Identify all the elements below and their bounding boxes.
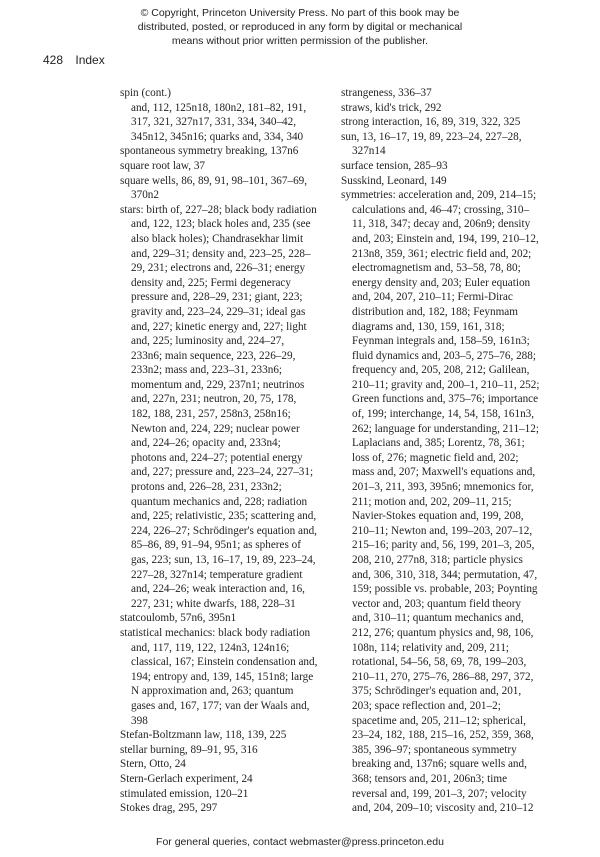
index-entry: sun, 13, 16–17, 19, 89, 223–24, 227–28, 327n14 (341, 130, 522, 158)
index-entry: statcoulomb, 57n6, 395n1 (120, 612, 237, 625)
index-entry: Stern, Otto, 24 (120, 758, 186, 771)
index-entry: Susskind, Leonard, 149 (341, 174, 447, 187)
index-entry: strangeness, 336–37 (341, 87, 432, 99)
footer-contact: For general queries, contact webmaster@press.princeton.edu (156, 836, 444, 848)
index-entry: strong interaction, 16, 89, 319, 322, 325 (341, 116, 521, 129)
index-column-left (120, 86, 318, 816)
index-entry: square wells, 86, 89, 91, 98–101, 367–69, 370n2 (120, 174, 308, 202)
index-entry: stimulated emission, 120–21 (120, 787, 249, 800)
index-entry: stars: birth of, 227–28; black body radiation and, 122, 123; black holes and, 235 (see also black holes); Chandrasekhar limit and, 229–31; density and, 223–25, 228–29, 231; electrons and, 226–31; energy density and, 225; Fermi degeneracy pressure and, 228–29, 231; giant, 223; gravity and, 223–24, 229–31; ideal gas and, 227; kinetic energy and, 227; light and, 225; luminosity and, 224–27, 233n6; main sequence, 223, 226–29, 233n2; mass and, 223–31, 233n6; momentum and, 229, 237n1; neutrinos and, 227n, 231; neutron, 20, 75, 178, 182, 188, 231, 257, 258n3, 258n16; Newton and, 224, 229; nuclear power and, 224–26; opacity and, 233n4; photons and, 224–27; potential energy and, 227; pressure and, 223–24, 227–31; protons and, 226–28, 231, 233n2; quantum mechanics and, 228; radiation and, 225; relativistic, 235; scattering and, 224, 226–27; Schrödinger's equation and, 85–86, 89, 91–94, 95n1; as spheres of gas, 223; sun, 13, 16–17, 19, 89, 223–24, 227–28, 327n14; temperature gradient and, 224–26; weak interaction and, 16, 227, 231; white dwarfs, 188, 228–31 (120, 203, 317, 610)
index-column-right (341, 86, 541, 816)
index-entry: Stern-Gerlach experiment, 24 (120, 772, 253, 785)
index-entry: stellar burning, 89–91, 95, 316 (120, 743, 258, 756)
running-head (43, 53, 105, 67)
section-title: Index (75, 53, 105, 67)
index-entry: Stefan-Boltzmann law, 118, 139, 225 (120, 729, 287, 742)
index-entry: statistical mechanics: black body radiation and, 117, 119, 122, 124n3, 124n16; classical, 167; Einstein condensation and, 194; entropy and, 139, 145, 151n8; large N approximation and, 263; quantum gases and, 167, 177; van der Waals and, 398 (120, 626, 318, 727)
index-entry: spontaneous symmetry breaking, 137n6 (120, 145, 299, 158)
index-entry: spin (cont.) (120, 87, 171, 99)
index-entry: Stokes drag, 295, 297 (120, 802, 218, 815)
copyright-line: © Copyright, Princeton University Press. No part of this book may be (140, 7, 460, 19)
index-entry: square root law, 37 (120, 159, 206, 172)
page-number: 428 (43, 53, 64, 67)
index-entry: straws, kid's trick, 292 (341, 101, 442, 114)
index-subentry: and, 112, 125n18, 180n2, 181–82, 191, 317, 321, 327n17, 331, 334, 340–42, 345n12, 345n16; quarks and, 334, 340 (131, 101, 307, 143)
copyright-notice (0, 6, 600, 48)
index-entry: symmetries: acceleration and, 209, 214–15; calculations and, 46–47; crossing, 310–11, 318, 347; decay and, 206n9; density and, 203; Einstein and, 194, 199, 210–12, 213n8, 359, 361; electric field and, 202; electromagnetism and, 53–58, 78, 80; energy density and, 203; Euler equation and, 204, 207, 210–11; Fermi-Dirac distribution and, 182, 188; Feynmam diagrams and, 130, 159, 161, 318; Feynman integrals and, 158–59, 161n3; fluid dynamics and, 203–5, 275–76, 288; frequency and, 205, 208, 212; Galilean, 210–11; gravity and, 200–1, 210–11, 252; Green functions and, 375–76; importance of, 199; interchange, 14, 54, 158, 161n3, 262; language for understanding, 211–12; Laplacians and, 385; Lorentz, 78, 361; loss of, 276; magnetic field and, 202; mass and, 207; Maxwell's equations and, 201–3, 211, 393, 395n6; mnemonics for, 211; motion and, 202, 209–11, 215; Navier-Stokes equation and, 199, 208, 210–11; Newton and, 199–203, 207–12, 215–16; parity and, 56, 199, 201–3, 205, 208, 210, 277n8, 318; particle physics and, 306, 310, 318, 344; permutation, 47, 159; possible vs. probable, 203; Poynting vector and, 203; quantum field theory and, 310–11; quantum mechanics and, 212, 276; quantum physics and, 98, 106, 108n, 114; relativity and, 209, 211; rotational, 54–56, 58, 69, 78, 199–203, 210–11, 270, 275–76, 286–88, 297, 372, 375; Schrödinger's equation and, 201, 203; space reflection and, 201–2; spacetime and, 205, 211–12; spherical, 23–24, 182, 188, 215–16, 252, 359, 368, 385, 396–97; spontaneous symmetry breaking and, 137n6; square wells and, 368; tensors and, 201, 206n3; time reversal and, 199, 201–3, 207; velocity and, 204, 209–10; viscosity and, 210–12 (341, 189, 540, 815)
index-entry: surface tension, 285–93 (341, 159, 448, 172)
copyright-line: means without prior written permission of the publisher. (171, 35, 429, 47)
copyright-line: distributed, posted, or reproduced in any form by digital or mechanical (137, 21, 463, 33)
